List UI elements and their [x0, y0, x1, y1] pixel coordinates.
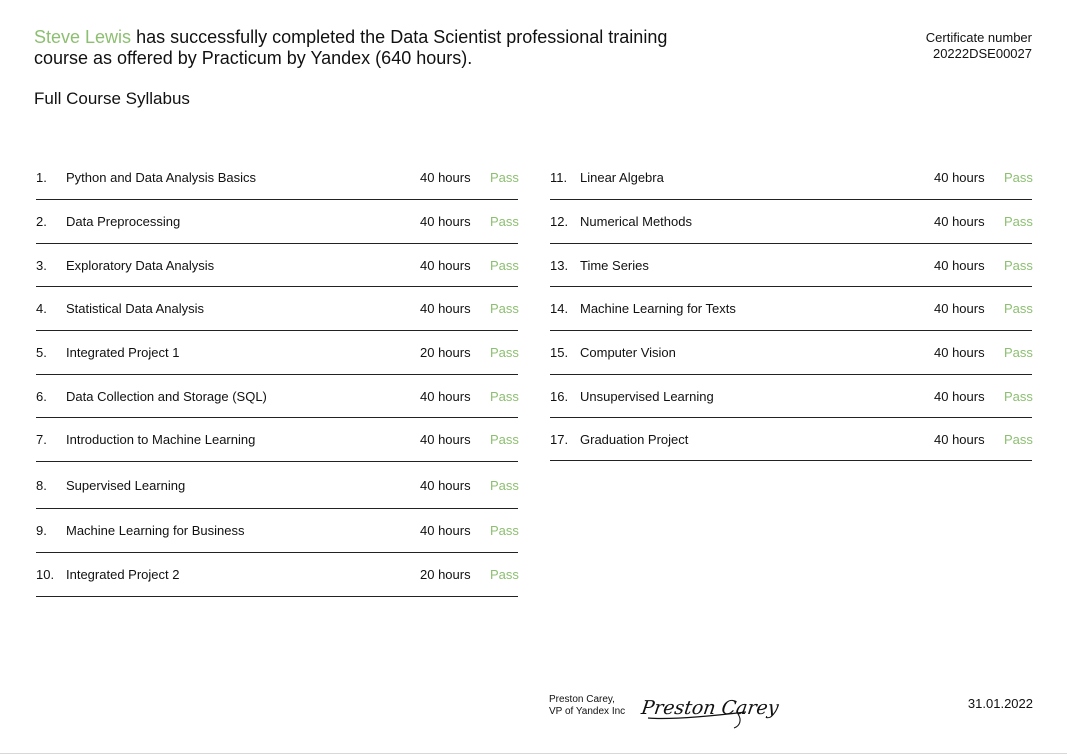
course-status: Pass [490, 523, 519, 538]
completion-statement [34, 27, 674, 69]
course-status: Pass [490, 257, 519, 273]
signatory-name: Preston Carey, [549, 694, 615, 705]
course-number: 12. [550, 214, 569, 229]
course-number: 1. [36, 170, 47, 185]
course-hours: 40 hours [934, 345, 985, 360]
course-row [36, 244, 518, 287]
course-row [550, 287, 1032, 331]
course-number: 5. [36, 345, 47, 360]
course-hours: 40 hours [420, 170, 471, 185]
course-hours: 40 hours [934, 257, 985, 273]
completion-text: has successfully completed the Data Scientist professional training course as offered by Practicum by Yandex (640 hours). [34, 27, 668, 68]
course-title: Numerical Methods [580, 214, 692, 229]
course-title: Machine Learning for Business [66, 523, 245, 538]
course-hours: 40 hours [934, 214, 985, 229]
course-number: 14. [550, 301, 569, 316]
course-status: Pass [490, 388, 519, 404]
course-title: Data Preprocessing [66, 214, 181, 229]
course-hours: 40 hours [420, 523, 471, 538]
certificate-number-block [926, 30, 1032, 62]
course-hours: 20 hours [420, 345, 471, 360]
course-status: Pass [490, 477, 519, 493]
student-name: Steve Lewis [34, 27, 132, 47]
signatory-role: VP of Yandex Inc [549, 706, 626, 717]
signatory-block [549, 694, 625, 718]
course-title: Time Series [580, 257, 649, 273]
course-number: 11. [550, 170, 568, 185]
course-title: Unsupervised Learning [580, 388, 714, 404]
course-status: Pass [490, 567, 519, 582]
course-number: 7. [36, 432, 47, 447]
course-hours: 40 hours [420, 388, 471, 404]
course-row [36, 200, 518, 244]
course-status: Pass [490, 214, 519, 229]
syllabus-title: Full Course Syllabus [34, 89, 190, 108]
course-status: Pass [490, 301, 519, 316]
course-number: 9. [36, 523, 47, 538]
course-title: Computer Vision [580, 345, 676, 360]
course-number: 15. [550, 345, 569, 360]
course-number: 10. [36, 567, 55, 582]
course-row [550, 200, 1032, 244]
course-hours: 40 hours [420, 477, 471, 493]
course-title: Python and Data Analysis Basics [66, 170, 257, 185]
certificate-number: 20222DSE00027 [932, 46, 1032, 61]
course-row [36, 509, 518, 553]
course-hours: 40 hours [420, 257, 471, 273]
course-row [36, 375, 518, 418]
course-number: 17. [550, 431, 569, 447]
course-status: Pass [490, 170, 519, 185]
course-number: 13. [550, 257, 569, 273]
course-status: Pass [1004, 214, 1033, 229]
course-row [36, 462, 518, 509]
course-title: Linear Algebra [580, 170, 664, 185]
course-list-right [550, 156, 1032, 461]
course-hours: 40 hours [934, 431, 985, 447]
certificate-number-label: Certificate number [925, 30, 1032, 45]
course-title: Graduation Project [580, 431, 689, 447]
course-status: Pass [1004, 170, 1033, 185]
course-number: 8. [36, 477, 47, 493]
svg-text:Preston Carey: Preston Carey [639, 696, 781, 719]
signature-image [639, 690, 781, 730]
course-hours: 40 hours [420, 432, 471, 447]
course-row [36, 287, 518, 331]
course-number: 6. [36, 388, 47, 404]
course-hours: 40 hours [934, 388, 985, 404]
course-number: 2. [36, 214, 47, 229]
course-hours: 20 hours [420, 567, 471, 582]
course-row [550, 418, 1032, 461]
course-title: Machine Learning for Texts [580, 301, 736, 316]
course-row [550, 156, 1032, 200]
course-title: Data Collection and Storage (SQL) [66, 388, 267, 404]
course-status: Pass [1004, 257, 1033, 273]
course-row [550, 331, 1032, 375]
course-hours: 40 hours [420, 301, 471, 316]
course-hours: 40 hours [934, 170, 985, 185]
course-row [36, 418, 518, 462]
course-row [36, 331, 518, 375]
course-title: Supervised Learning [66, 477, 186, 493]
course-hours: 40 hours [934, 301, 985, 316]
course-title: Integrated Project 1 [66, 345, 180, 360]
course-title: Introduction to Machine Learning [66, 432, 256, 447]
issue-date: 31.01.2022 [967, 696, 1033, 711]
course-status: Pass [1004, 431, 1033, 447]
course-status: Pass [490, 432, 519, 447]
course-status: Pass [490, 345, 519, 360]
course-number: 16. [550, 388, 569, 404]
course-hours: 40 hours [420, 214, 471, 229]
course-number: 3. [36, 257, 47, 273]
course-row [550, 244, 1032, 287]
course-status: Pass [1004, 345, 1033, 360]
course-status: Pass [1004, 388, 1033, 404]
course-row [36, 553, 518, 597]
course-title: Integrated Project 2 [66, 567, 180, 582]
course-title: Exploratory Data Analysis [66, 257, 215, 273]
course-status: Pass [1004, 301, 1033, 316]
course-number: 4. [36, 301, 47, 316]
course-title: Statistical Data Analysis [66, 301, 205, 316]
course-row [36, 156, 518, 200]
course-row [550, 375, 1032, 418]
course-list-left [36, 156, 518, 597]
